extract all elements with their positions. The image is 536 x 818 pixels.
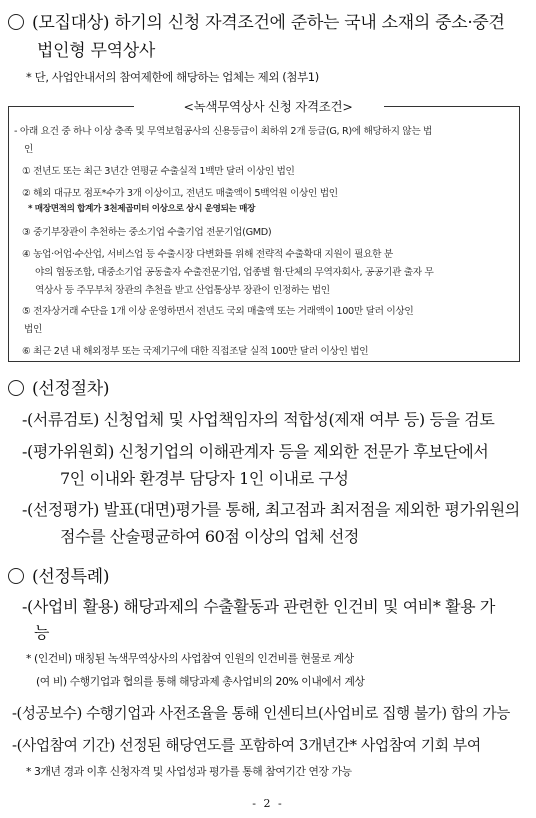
criteria-intro-1: - 아래 요건 중 하나 이상 충족 및 무역보험공사의 신용등급이 최하위 2개 등급(G, R)에 해당하지 않는 법 — [14, 126, 433, 137]
special-heading-text: (선정특례) — [32, 567, 110, 587]
eligibility-line-1 — [8, 8, 505, 33]
special-note-1: * (인건비) 매칭된 녹색무역상사의 사업참여 인원의 인건비를 현물로 계상 — [26, 652, 354, 665]
criteria-item-2: ② 해외 대규모 점포*수가 3개 이상이고, 전년도 매출액이 5백억원 이상인 법인 — [22, 188, 338, 199]
eligibility-line-2: 법인형 무역상사 — [37, 41, 155, 61]
procedure-panel-line-2: 7인 이내와 환경부 담당자 1인 이내로 구성 — [60, 469, 349, 488]
criteria-intro-2: 인 — [24, 144, 34, 155]
eligibility-text-1: (모집대상) 하기의 신청 자격조건에 준하는 국내 소재의 중소·중견 — [32, 13, 505, 33]
special-note-2: (여 비) 수행기업과 협의를 통해 해당과제 총사업비의 20% 이내에서 계상 — [36, 675, 365, 688]
criteria-item-4-line-3: 역상사 등 주무부처 장관의 추천을 받고 산업통상부 장관이 인정하는 법인 — [35, 285, 330, 296]
page-number: - 2 - — [252, 797, 284, 810]
special-usage-line-1: -(사업비 활용) 해당과제의 수출활동과 관련한 인건비 및 여비* 활용 가 — [22, 597, 495, 616]
procedure-heading-text: (선정절차) — [32, 379, 110, 399]
criteria-item-5-line-1: ⑤ 전자상거래 수단을 1개 이상 운영하면서 전년도 국외 매출액 또는 거래액이 100만 달러 이상인 — [22, 306, 414, 317]
procedure-panel-line-1: -(평가위원회) 신청기업의 이해관계자 등을 제외한 전문가 후보단에서 — [22, 442, 489, 461]
special-period-note: * 3개년 경과 이후 신청자격 및 사업성과 평가를 통해 참여기간 연장 가능 — [26, 765, 352, 778]
hollow-circle-bullet-icon — [8, 568, 24, 584]
criteria-item-2-note: * 매장면적의 합계가 3천제곱미터 이상으로 상시 운영되는 매장 — [28, 204, 256, 214]
hollow-circle-bullet-icon — [8, 14, 24, 30]
special-usage-line-2: 능 — [34, 623, 50, 642]
special-period: -(사업참여 기간) 선정된 해당연도를 포함하여 3개년간* 사업참여 기회 부여 — [12, 737, 481, 754]
special-bonus: -(성공보수) 수행기업과 사전조율을 통해 인센티브(사업비로 집행 불가) 합의 가능 — [12, 705, 510, 722]
criteria-item-6: ⑥ 최근 2년 내 해외정부 또는 국제기구에 대한 직접조달 실적 100만 달러 이상인 법인 — [22, 346, 369, 357]
criteria-item-1: ① 전년도 또는 최근 3년간 연평균 수출실적 1백만 달러 이상인 법인 — [22, 166, 295, 177]
criteria-item-4-line-1: ④ 농업·어업·수산업, 서비스업 등 수출시장 다변화를 위해 전략적 수출확대 지원이 필요한 분 — [22, 249, 393, 260]
criteria-item-3: ③ 중기부장관이 추천하는 중소기업 수출기업 전문기업(GMD) — [22, 227, 272, 238]
procedure-eval-line-2: 점수를 산술평균하여 60점 이상의 업체 선정 — [60, 527, 359, 546]
criteria-item-4-line-2: 야의 협동조합, 대중소기업 공동출자 수출전문기업, 업종별 협·단체의 무역자회사, 공공기관 출자 무 — [35, 267, 434, 278]
procedure-eval-line-1: -(선정평가) 발표(대면)평가를 통해, 최고점과 최저점을 제외한 평가위원의 — [22, 500, 520, 519]
procedure-doc-review: -(서류검토) 신청업체 및 사업책임자의 적합성(제재 여부 등) 등을 검토 — [22, 410, 495, 429]
hollow-circle-bullet-icon — [8, 380, 24, 396]
eligibility-note: * 단, 사업안내서의 참여제한에 해당하는 업체는 제외 (첨부1) — [26, 70, 319, 84]
special-heading — [8, 562, 109, 587]
criteria-box-title: <녹색무역상사 신청 자격조건> — [183, 99, 353, 114]
criteria-item-5-line-2: 법인 — [24, 324, 43, 335]
procedure-heading — [8, 374, 109, 399]
